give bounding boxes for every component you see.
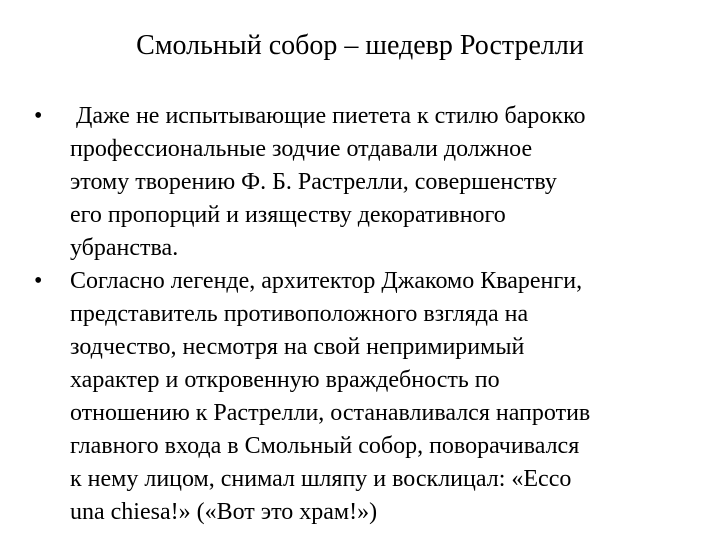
text-line: к нему лицом, снимал шляпу и восклицал: «Ecco [70,466,572,492]
bullet-marker: • [34,268,43,294]
bullet-item [34,100,704,265]
text-line: убранства. [70,235,179,261]
text-line: зодчество, несмотря на свой непримиримый [70,334,525,360]
text-line: профессиональные зодчие отдавали должное [70,136,533,162]
text-line: отношению к Растрелли, останавливался напротив [70,400,591,426]
text-line: Согласно легенде, архитектор Джакомо Кваренги, [70,268,583,294]
slide-title: Смольный собор – шедевр Рострелли [136,30,584,61]
bullet-list [34,100,704,529]
bullet-item [34,265,704,529]
bullet-text [70,100,704,265]
text-line: его пропорций и изяществу декоративного [70,202,506,228]
text-line: una chiesa!» («Вот это храм!») [70,499,378,525]
bullet-marker: • [34,103,43,129]
bullet-text [70,265,704,529]
text-line: характер и откровенную враждебность по [70,367,500,393]
text-line: этому творению Ф. Б. Растрелли, совершенству [70,169,557,195]
text-line: главного входа в Смольный собор, поворачивался [70,433,580,459]
text-line: Даже не испытывающие пиетета к стилю барокко [70,103,586,129]
text-line: представитель противоположного взгляда на [70,301,529,327]
